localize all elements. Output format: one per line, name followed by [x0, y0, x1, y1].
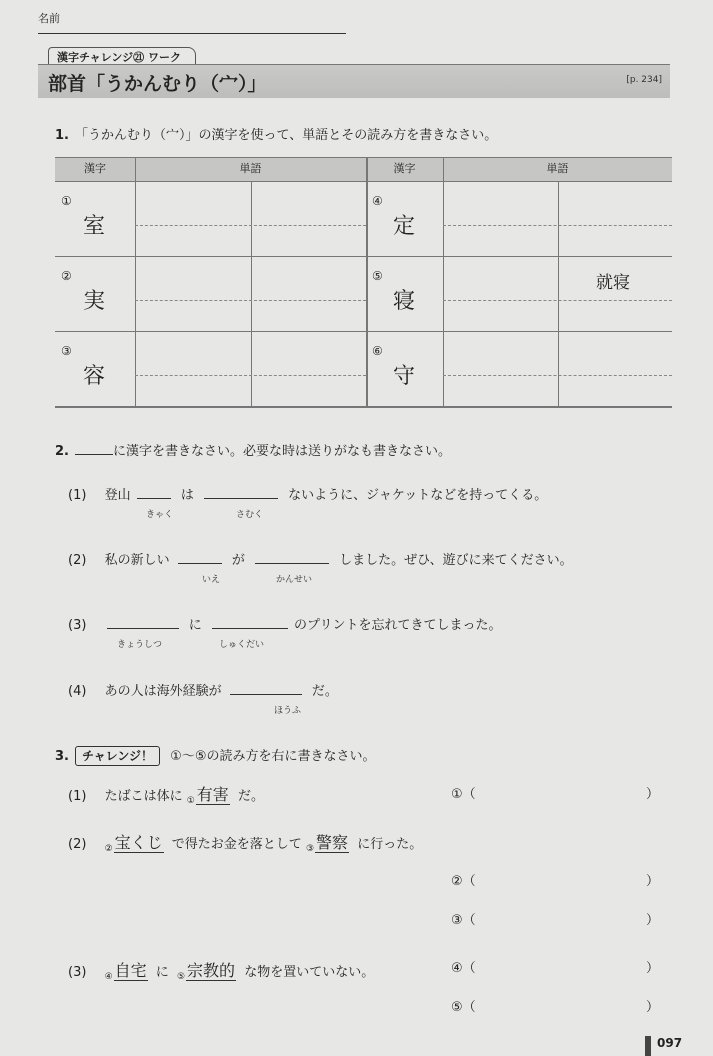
answer-slot-1[interactable] [451, 783, 476, 802]
q2-item-1 [68, 484, 547, 503]
reading-line [443, 375, 672, 376]
table-rule [55, 256, 672, 257]
item-text: に行った。 [357, 837, 423, 852]
close-paren: ） [646, 913, 660, 928]
blank-sample [75, 440, 113, 455]
close-paren: ） [646, 961, 660, 976]
item-number: (1) [68, 789, 87, 804]
kanji-cell: 室 [83, 214, 106, 239]
item-text: が [231, 553, 245, 568]
item-text: 登山 [104, 488, 131, 503]
answer-slot-2[interactable] [451, 870, 476, 889]
item-text: だ。 [237, 789, 264, 804]
reading-hint: しゅくだい [219, 640, 265, 650]
close-paren: ） [646, 1000, 660, 1015]
answer-blank[interactable] [107, 614, 179, 629]
header-kanji-right: 漢字 [393, 162, 416, 175]
filled-answer: 就寝 [596, 273, 630, 293]
item-number: (3) [68, 618, 87, 633]
q2-heading [55, 440, 451, 459]
answer-slot-5[interactable] [451, 996, 476, 1015]
table-divider [443, 157, 444, 407]
target-marker: ① [186, 796, 195, 806]
q3-number: 3. [55, 749, 69, 764]
target-marker: ⑤ [176, 972, 186, 982]
reading-hint: ほうふ [274, 706, 302, 716]
page-number: 097 [657, 1036, 683, 1050]
answer-blank[interactable] [255, 549, 329, 564]
reading-hint: かんせい [276, 575, 313, 585]
target-marker: ④ [104, 972, 113, 982]
q3-sentence-3 [68, 958, 374, 982]
q1-heading [55, 124, 497, 143]
name-label: 名前 [38, 12, 60, 25]
q2-item-2 [68, 549, 573, 568]
q3-instruction: ①〜⑤の読み方を右に書きなさい。 [170, 749, 376, 764]
answer-blank[interactable] [204, 484, 278, 499]
target-marker: ② [104, 844, 113, 854]
item-text: しました。ぜひ、遊びに来てください。 [339, 553, 573, 568]
table-rule [55, 181, 672, 182]
q1-number: 1. [55, 128, 69, 143]
header-word-right: 単語 [546, 162, 569, 175]
reading-hint: きゃく [146, 510, 174, 520]
kanji-cell: 定 [393, 214, 416, 239]
close-paren: ） [646, 874, 660, 889]
target-word: 自宅 [114, 961, 147, 980]
answer-number: ② [451, 874, 463, 889]
table-divider [558, 181, 559, 407]
answer-blank[interactable] [137, 484, 171, 499]
q1-instruction: 「うかんむり（宀）」の漢字を使って、単語とその読み方を書きなさい。 [74, 128, 498, 143]
answer-number: ① [451, 787, 463, 802]
open-paren: （ [462, 874, 476, 889]
target-word: 宗教的 [187, 961, 236, 980]
item-text: な物を置いていない。 [244, 965, 375, 980]
q2-item-3 [68, 614, 501, 633]
item-text: だ。 [311, 684, 338, 699]
header-kanji-left: 漢字 [84, 162, 106, 175]
item-text: に [188, 618, 202, 633]
target-word: 警察 [316, 833, 349, 852]
table-rule [55, 331, 672, 332]
reading-hint: きょうしつ [117, 640, 163, 650]
item-text: 私の新しい [104, 553, 170, 568]
answer-blank[interactable] [212, 614, 288, 629]
item-text: たばこは体に [104, 789, 183, 804]
kanji-cell: 守 [393, 364, 416, 389]
answer-number: ③ [451, 913, 463, 928]
q1-table [55, 157, 672, 407]
kanji-cell: 容 [83, 364, 106, 389]
item-number: (1) [68, 488, 87, 503]
q2-instruction: に漢字を書きなさい。必要な時は送りがなも書きなさい。 [112, 444, 451, 459]
row-number: ① [61, 194, 72, 208]
reading-line [443, 300, 672, 301]
q3-heading [55, 745, 375, 766]
open-paren: （ [462, 1000, 476, 1015]
item-text: のプリントを忘れてきてしまった。 [294, 618, 502, 633]
item-number: (2) [68, 553, 87, 568]
row-number: ③ [61, 344, 72, 358]
answer-slot-4[interactable] [451, 957, 476, 976]
q2-item-4 [68, 680, 338, 699]
close-paren: ） [646, 787, 660, 802]
row-number: ④ [372, 194, 383, 208]
reading-line [443, 225, 672, 226]
target-marker: ③ [305, 844, 315, 854]
item-text: は [180, 488, 194, 503]
item-text: に [155, 965, 169, 980]
target-word: 有害 [196, 785, 229, 804]
table-divider [251, 181, 252, 407]
challenge-badge: チャレンジ！ [75, 746, 160, 766]
answer-slot-3[interactable] [451, 909, 476, 928]
item-text: あの人は海外経験が [104, 684, 222, 699]
table-divider [366, 157, 368, 407]
item-text: で得たお金を落として [171, 837, 302, 852]
answer-blank[interactable] [178, 549, 222, 564]
item-text: ないように、ジャケットなどを持ってくる。 [288, 488, 548, 503]
answer-number: ④ [451, 961, 463, 976]
answer-number: ⑤ [451, 1000, 463, 1015]
reading-line [135, 300, 366, 301]
row-number: ⑥ [372, 344, 383, 358]
header-word-left: 単語 [239, 162, 262, 175]
reading-hint: いえ [202, 575, 221, 585]
page-title: 部首「うかんむり（宀）」 [48, 73, 267, 95]
answer-blank[interactable] [230, 680, 302, 695]
reading-line [135, 375, 366, 376]
table-rule [55, 406, 672, 408]
page-number-bar [645, 1036, 651, 1056]
row-number: ② [61, 269, 72, 283]
reading-line [135, 225, 366, 226]
item-number: (2) [68, 837, 87, 852]
target-word: 宝くじ [114, 833, 163, 852]
item-number: (3) [68, 965, 87, 980]
q3-sentence-1 [68, 782, 264, 806]
q2-number: 2. [55, 444, 69, 459]
q3-sentence-2 [68, 830, 422, 854]
section-tab: 漢字チャレンジ㉑ ワーク [48, 47, 196, 67]
open-paren: （ [462, 961, 476, 976]
page-reference: [p. 234] [626, 75, 662, 85]
item-number: (4) [68, 684, 87, 699]
title-banner [38, 64, 670, 98]
reading-hint: さむく [236, 510, 264, 520]
name-input-line[interactable] [38, 33, 346, 34]
kanji-cell: 寝 [393, 289, 416, 314]
kanji-cell: 実 [83, 289, 106, 314]
open-paren: （ [462, 913, 476, 928]
table-divider [135, 157, 136, 407]
row-number: ⑤ [372, 269, 383, 283]
open-paren: （ [462, 787, 476, 802]
